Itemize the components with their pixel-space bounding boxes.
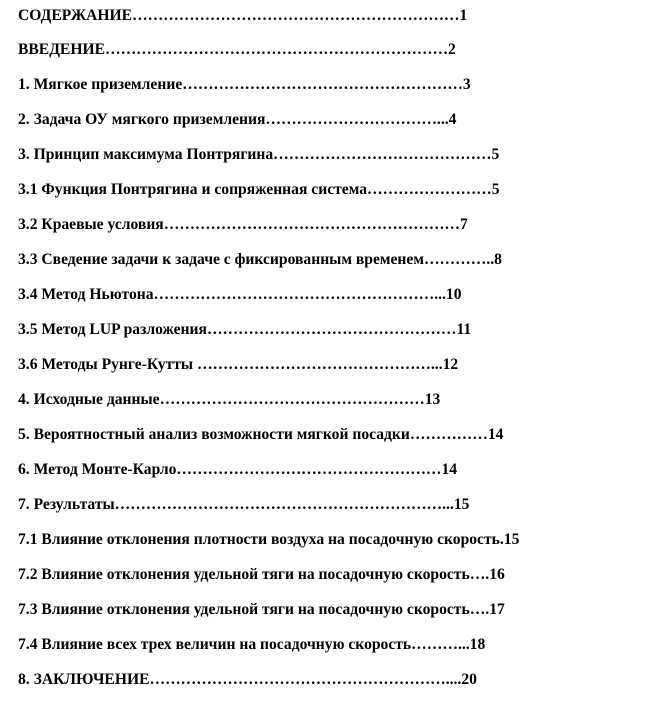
toc-entry-7-4: 7.4 Влияние всех трех величин на посадочную скорость………...18 [18,636,486,653]
toc-entry-4: 4. Исходные данные……………………………………………13 [18,391,441,408]
toc-entry-5: 5. Вероятностный анализ возможности мягкой посадки……………14 [18,426,504,443]
toc-entry-7-2: 7.2 Влияние отклонения удельной тяги на посадочную скорость….16 [18,566,505,583]
toc-entry-contents: СОДЕРЖАНИЕ………………………………………………………1 [18,7,468,24]
toc-entry-3-4: 3.4 Метод Ньютона………………………………………………...10 [18,286,462,303]
toc-entry-3-2: 3.2 Краевые условия…………………………………………………7 [18,216,468,233]
toc-entry-3-1: 3.1 Функция Понтрягина и сопряженная система……………………5 [18,181,500,198]
toc-entry-3: 3. Принцип максимума Понтрягина……………………………………5 [18,146,500,163]
toc-entry-3-3: 3.3 Сведение задачи к задаче с фиксированным временем…………..8 [18,251,502,268]
toc-entry-6: 6. Метод Монте-Карло……………………………………………14 [18,461,458,478]
toc-entry-3-6: 3.6 Методы Рунге-Кутты ………………………………………...12 [18,356,459,373]
toc-entry-introduction: ВВЕДЕНИЕ…………………………………………………………2 [18,41,456,58]
toc-entry-8-conclusion: 8. ЗАКЛЮЧЕНИЕ…………………………………………………....20 [18,671,477,688]
toc-entry-2: 2. Задача ОУ мягкого приземления……………………………...4 [18,111,457,128]
toc-entry-7: 7. Результаты………………………………………………………...15 [18,496,470,513]
toc-entry-7-3: 7.3 Влияние отклонения удельной тяги на посадочную скорость….17 [18,601,505,618]
toc-entry-7-1: 7.1 Влияние отклонения плотности воздуха на посадочную скорость.15 [18,531,520,548]
toc-entry-1: 1. Мягкое приземление………………………………………………3 [18,76,471,93]
toc-entry-3-5: 3.5 Метод LUP разложения…………………………………………11 [18,321,472,338]
